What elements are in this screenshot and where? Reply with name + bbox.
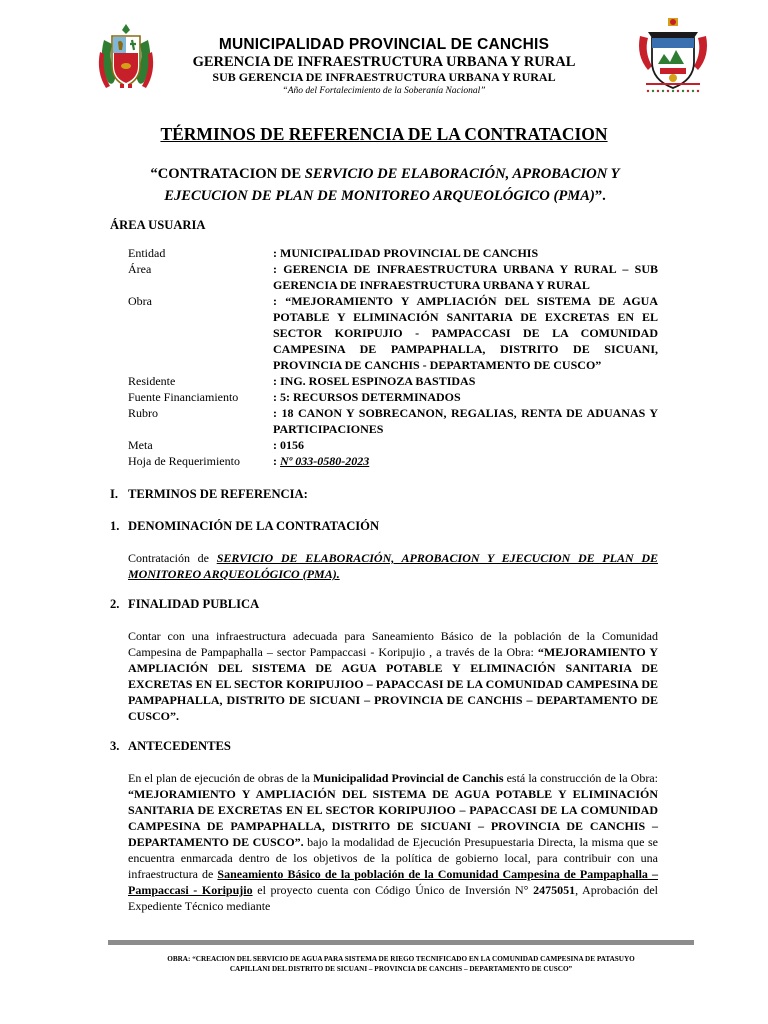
kv-row-area	[128, 261, 658, 293]
kv-label: Rubro	[128, 406, 158, 420]
section-number: 3.	[110, 739, 120, 753]
kv-label: Fuente Financiamiento	[128, 390, 239, 404]
header-year-motto: “Año del Fortalecimiento de la Soberanía Nacional”	[282, 86, 486, 96]
kv-value: : GERENCIA DE INFRAESTRUCTURA URBANA Y RURAL – SUB GERENCIA DE INFRAESTRUCTURA URBANA Y RURAL	[273, 262, 658, 292]
kv-value: : “MEJORAMIENTO Y AMPLIACIÓN DEL SISTEMA DE AGUA POTABLE Y ELIMINACIÓN SANITARIA DE EXCRETAS EN EL SECTOR KORIPUJIO - PAMPACCASI DE LA COMUNIDAD CAMPESINA DE PAMPAPHALLA, DISTRITO DE SICUANI, PROVINCIA DE CANCHIS - DEPARTAMENTO DE CUSCO”	[273, 294, 658, 372]
section-number: I.	[110, 487, 119, 501]
kv-row-entidad	[128, 245, 658, 261]
footer-project-note	[108, 954, 694, 974]
finalidad-paragraph	[128, 628, 658, 724]
paragraph-text: , Aprobación del Expediente Técnico mediante	[128, 883, 659, 913]
kv-value: : 5: RECURSOS DETERMINADOS	[273, 390, 461, 404]
kv-value: : ING. ROSEL ESPINOZA BASTIDAS	[273, 374, 476, 388]
subtitle-service-name: SERVICIO DE ELABORACIÓN, APROBACION Y EJECUCION DE PLAN DE MONITOREO ARQUEOLÓGICO (PMA)	[164, 166, 620, 204]
denominacion-paragraph	[128, 550, 658, 582]
paragraph-text: En el plan de ejecución de obras de la	[128, 771, 314, 785]
section-number: 1.	[110, 519, 120, 533]
paragraph-lead: Contratación de	[128, 551, 217, 565]
header-subdepartment: SUB GERENCIA DE INFRAESTRUCTURA URBANA Y RURAL	[212, 70, 556, 84]
document-subtitle	[120, 163, 650, 207]
requirement-number: Nº 033-0580-2023	[280, 454, 370, 468]
kv-row-obra	[128, 293, 658, 373]
footer-line-1: OBRA: “CREACION DEL SERVICIO DE AGUA PARA SISTEMA DE RIEGO TECNIFICADO EN LA COMUNIDAD CAMPESINA DE PATASUYO	[167, 955, 635, 963]
canchis-municipal-emblem-logo	[636, 16, 710, 96]
kv-row-rubro	[128, 405, 658, 437]
kv-value-prefix: :	[273, 454, 280, 468]
header-department: GERENCIA DE INFRAESTRUCTURA URBANA Y RURAL	[192, 54, 576, 70]
paragraph-text: está la construcción de la Obra:	[503, 771, 658, 785]
kv-row-meta	[128, 437, 658, 453]
beneficiary-underlined: Saneamiento Básico de la población de la Comunidad Campesina de Pampaphalla – Pampaccasi - Koripujio	[128, 867, 658, 897]
kv-value: : 0156	[273, 438, 304, 452]
section-3-heading	[110, 739, 231, 754]
area-usuaria-heading: ÁREA USUARIA	[110, 218, 206, 232]
paragraph-text: el proyecto cuenta con Código Único de Inversión N°	[252, 883, 534, 897]
subtitle-prefix: “CONTRATACION DE	[150, 166, 305, 182]
kv-label: Meta	[128, 438, 153, 452]
kv-label: Área	[128, 262, 152, 276]
peru-coat-of-arms-logo	[94, 22, 158, 94]
kv-row-hoja-requerimiento	[128, 453, 658, 469]
kv-label: Hoja de Requerimiento	[128, 454, 240, 468]
section-I-heading	[110, 487, 308, 502]
document-title: TÉRMINOS DE REFERENCIA DE LA CONTRATACION	[160, 124, 608, 144]
subtitle-suffix: ”.	[594, 188, 606, 204]
kv-value: : 18 CANON Y SOBRECANON, REGALIAS, RENTA DE ADUANAS Y PARTICIPACIONES	[273, 406, 658, 436]
section-number: 2.	[110, 597, 120, 611]
service-name-emphasis: SERVICIO DE ELABORACIÓN, APROBACION Y EJECUCION DE PLAN DE MONITOREO ARQUEOLÓGICO (PMA).	[128, 551, 659, 581]
project-name-bold: “MEJORAMIENTO Y AMPLIACIÓN DEL SISTEMA DE AGUA POTABLE Y ELIMINACIÓN SANITARIA DE EXCRETAS EN EL SECTOR KORIPUJIOO – PAPACCASI DE LA COMUNIDAD CAMPESINA DE PAMPAPHALLA, DISTRITO DE SICUANI – PROVINCIA DE CANCHIS – DEPARTAMENTO DE CUSCO”.	[128, 645, 658, 723]
footer-line-2: CAPILLANI DEL DISTRITO DE SICUANI – PROVINCIA DE CANCHIS – DEPARTAMENTO DE CUSCO”	[229, 965, 573, 973]
project-name-bold: “MEJORAMIENTO Y AMPLIACIÓN DEL SISTEMA DE AGUA POTABLE Y ELIMINACIÓN SANITARIA DE EXCRETAS EN EL SECTOR KORIPUJIOO – PAPACCASI DE LA COMUNIDAD CAMPESINA DE PAMPAPHALLA, DISTRITO DE SICUANI – PROVINCIA DE CANCHIS – DEPARTAMENTO DE CUSCO”.	[128, 787, 658, 849]
kv-label: Residente	[128, 374, 176, 388]
kv-row-fuente-financiamiento	[128, 389, 658, 405]
kv-label: Obra	[128, 294, 152, 308]
kv-label: Entidad	[128, 246, 166, 260]
municipality-bold: Municipalidad Provincial de Canchis	[313, 771, 504, 785]
section-title: FINALIDAD PUBLICA	[128, 597, 260, 611]
section-title: DENOMINACIÓN DE LA CONTRATACIÓN	[128, 519, 380, 533]
area-usuaria-table	[128, 245, 658, 469]
kv-value: : MUNICIPALIDAD PROVINCIAL DE CANCHIS	[273, 246, 539, 260]
kv-row-residente	[128, 373, 658, 389]
section-title: TERMINOS DE REFERENCIA:	[128, 487, 308, 501]
kv-value	[273, 453, 658, 469]
header-institution-name: MUNICIPALIDAD PROVINCIAL DE CANCHIS	[218, 36, 550, 53]
investment-code: 2475051	[533, 883, 576, 897]
section-2-heading	[110, 597, 259, 612]
section-title: ANTECEDENTES	[128, 739, 231, 753]
antecedentes-paragraph	[128, 770, 658, 914]
section-1-heading	[110, 519, 379, 534]
paragraph-text: bajo la modalidad de Ejecución Presupuestaria Directa, la misma que se encuentra enmarcada dentro de los objetivos de la política de gobierno local, para contribuir con una infraestructura de	[128, 835, 659, 881]
footer-divider	[108, 940, 694, 945]
paragraph-text: Contar con una infraestructura adecuada para Saneamiento Básico de la población de la Comunidad Campesina de Pampaphalla – sector Pampaccasi - Koripujio , a través de la Obra:	[128, 629, 658, 659]
